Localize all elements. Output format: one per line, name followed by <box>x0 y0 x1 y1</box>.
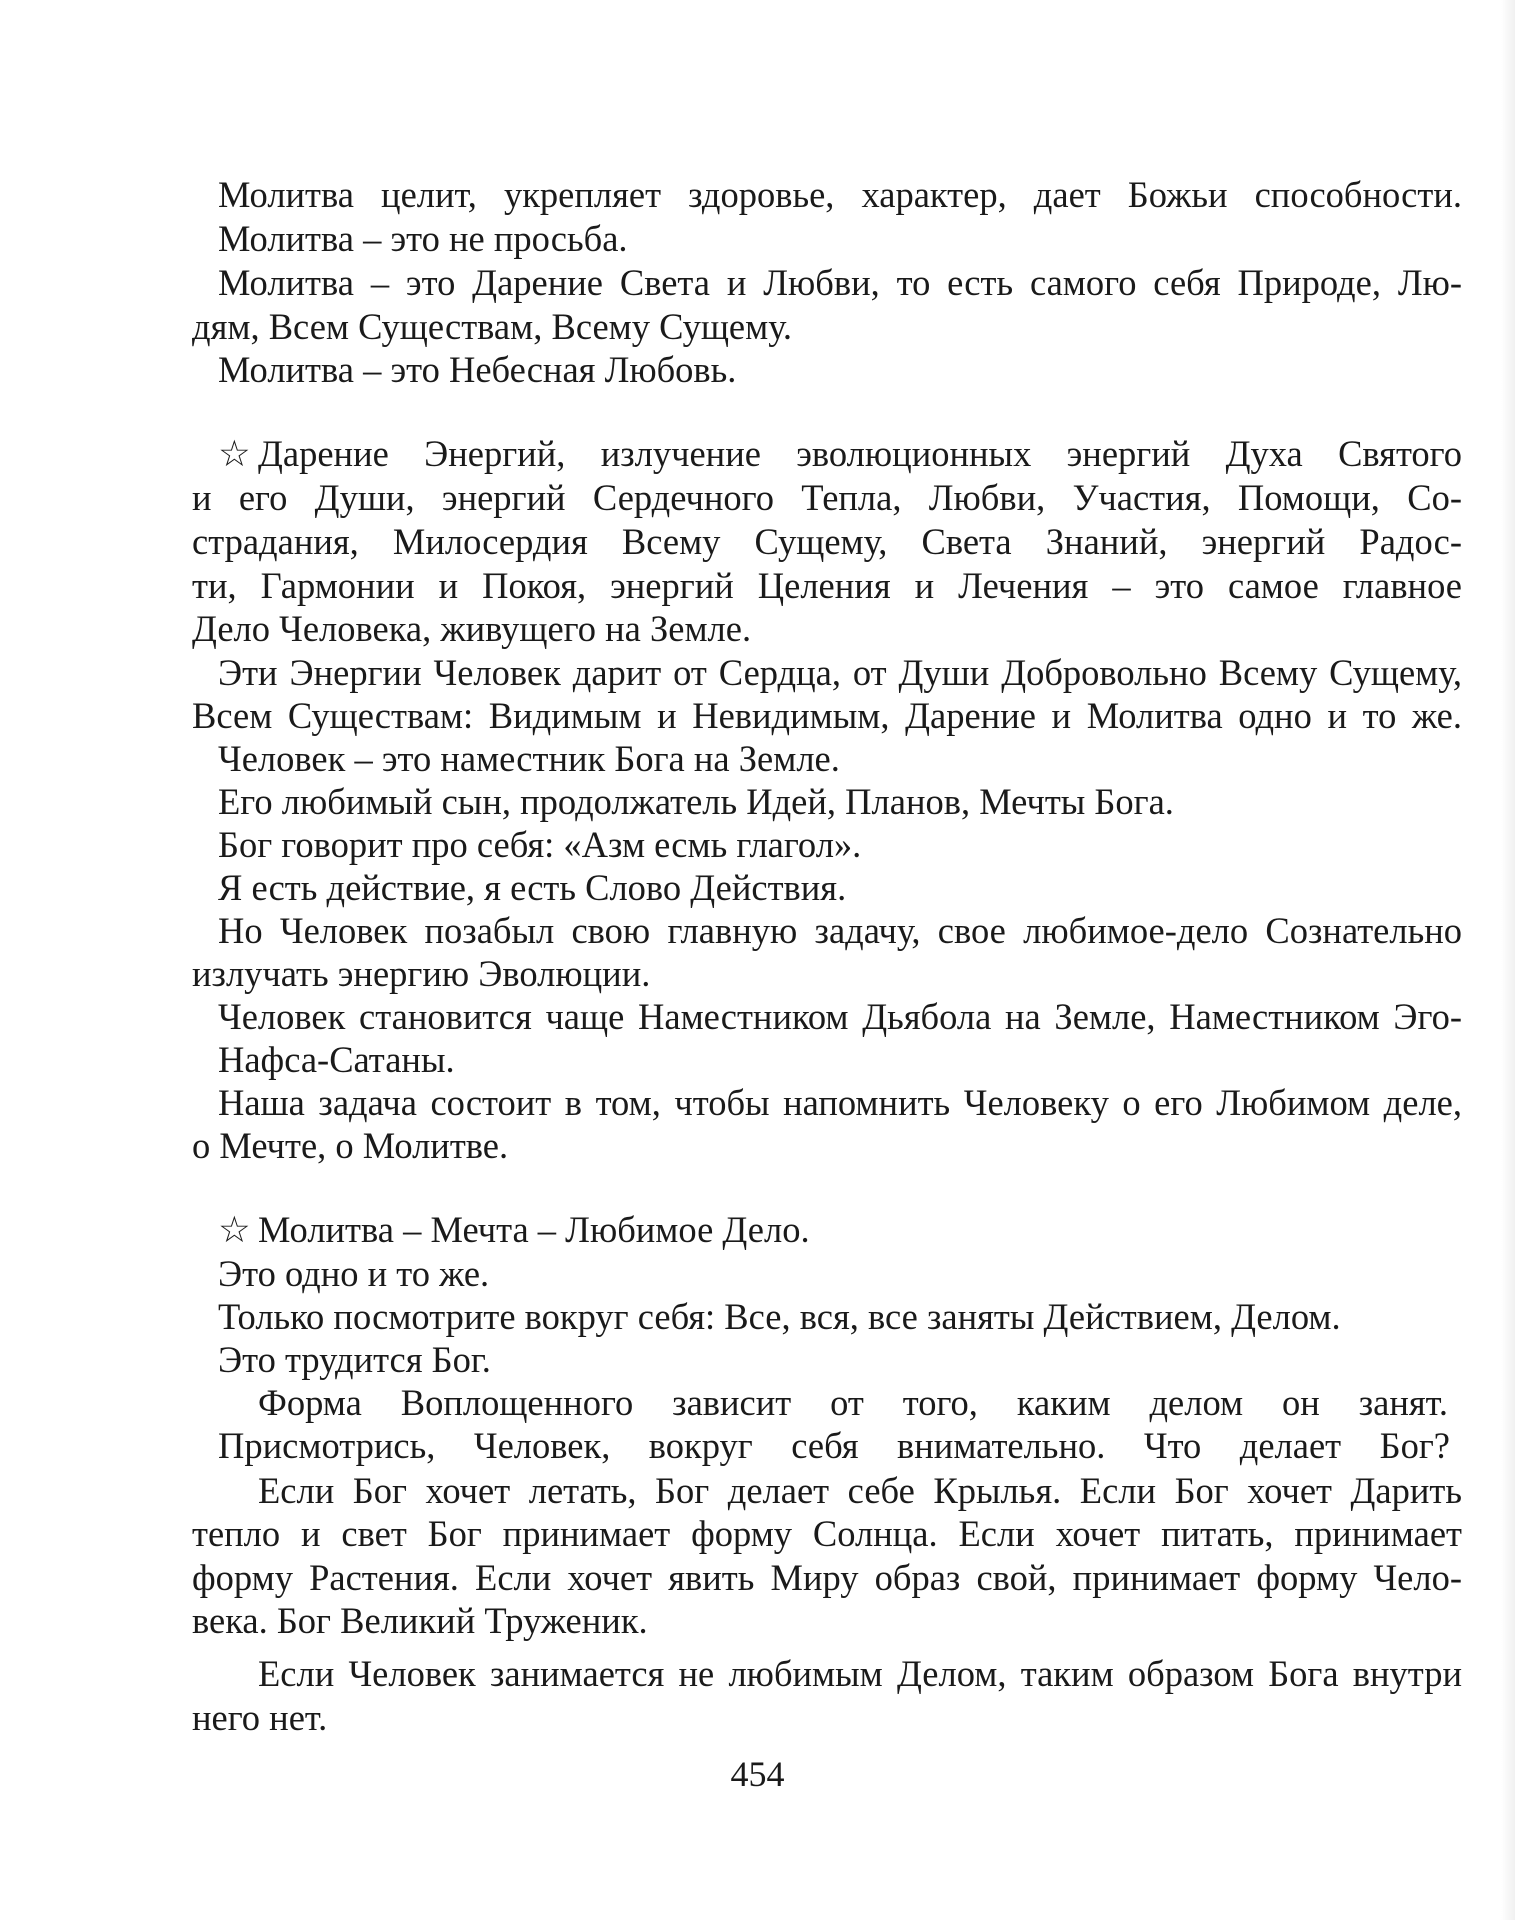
text-line: Бог говорит про себя: «Азм есмь глагол». <box>218 824 862 865</box>
text-line: Это трудится Бог. <box>218 1339 491 1380</box>
text-line: Дело Человека, живущего на Земле. <box>192 608 752 649</box>
text-line: Нафса-Сатаны. <box>218 1039 455 1080</box>
text-line: Всем Существам: Видимым и Невидимым, Дарение и Молитва одно и то же. <box>192 695 1462 736</box>
text-line: о Мечте, о Молитве. <box>192 1125 509 1166</box>
text-line: Только посмотрите вокруг себя: Все, вся, все заняты Действием, Делом. <box>218 1296 1341 1337</box>
text-line: Эти Энергии Человек дарит от Сердца, от Души Добровольно Всему Сущему, <box>218 652 1462 693</box>
text-line: форму Растения. Если хочет явить Миру образ свой, принимает форму Чело- <box>192 1557 1462 1598</box>
page-edge-shadow <box>1501 0 1515 1920</box>
text-line: Это одно и то же. <box>218 1253 490 1294</box>
text-line: дям, Всем Существам, Всему Сущему. <box>192 306 792 347</box>
text-line: Молитва целит, укрепляет здоровье, характер, дает Божьи способности. <box>218 174 1462 215</box>
text-line: Если Человек занимается не любимым Делом, таким образом Бога внутри <box>258 1653 1462 1694</box>
page-number: 454 <box>730 1754 785 1794</box>
text-line: Молитва – Мечта – Любимое Дело. <box>258 1209 810 1250</box>
text-line: ти, Гармонии и Покоя, энергий Целения и Лечения – это самое главное <box>192 565 1462 606</box>
text-line: Я есть действие, я есть Слово Действия. <box>218 867 847 908</box>
text-line: и его Души, энергий Сердечного Тепла, Любви, Участия, Помощи, Со- <box>192 477 1462 518</box>
text-line: Дарение Энергий, излучение эволюционных энергий Духа Святого <box>258 433 1462 474</box>
text-line: Человек – это наместник Бога на Земле. <box>218 738 840 779</box>
text-line: Но Человек позабыл свою главную задачу, свое любимое-дело Сознательно <box>218 910 1462 951</box>
text-line: Наша задача состоит в том, чтобы напомнить Человеку о его Любимом деле, <box>218 1082 1462 1123</box>
star-icon: ☆ <box>218 1209 251 1250</box>
text-line: страдания, Милосердия Всему Сущему, Света Знаний, энергий Радос- <box>192 521 1462 562</box>
text-line: Молитва – это Небесная Любовь. <box>218 349 737 390</box>
text-line-with-star <box>218 432 1462 476</box>
text-line: Присмотрись, Человек, вокруг себя внимательно. Что делает Бог? <box>218 1425 1450 1466</box>
text-line: Молитва – это не просьба. <box>218 218 628 259</box>
text-line: Форма Воплощенного зависит от того, каким делом он занят. <box>258 1382 1448 1423</box>
text-line: тепло и свет Бог принимает форму Солнца. Если хочет питать, принимает <box>192 1513 1462 1554</box>
text-line: Если Бог хочет летать, Бог делает себе Крылья. Если Бог хочет Дарить <box>258 1470 1462 1511</box>
text-line-with-star <box>218 1208 810 1252</box>
text-line: Человек становится чаще Наместником Дьябола на Земле, Наместником Эго- <box>218 996 1462 1037</box>
star-icon: ☆ <box>218 433 251 474</box>
text-line: века. Бог Великий Труженик. <box>192 1600 648 1641</box>
text-line: него нет. <box>192 1697 328 1738</box>
text-line: Молитва – это Дарение Света и Любви, то есть самого себя Природе, Лю- <box>218 262 1462 303</box>
text-line: излучать энергию Эволюции. <box>192 953 651 994</box>
text-line: Его любимый сын, продолжатель Идей, Планов, Мечты Бога. <box>218 781 1174 822</box>
